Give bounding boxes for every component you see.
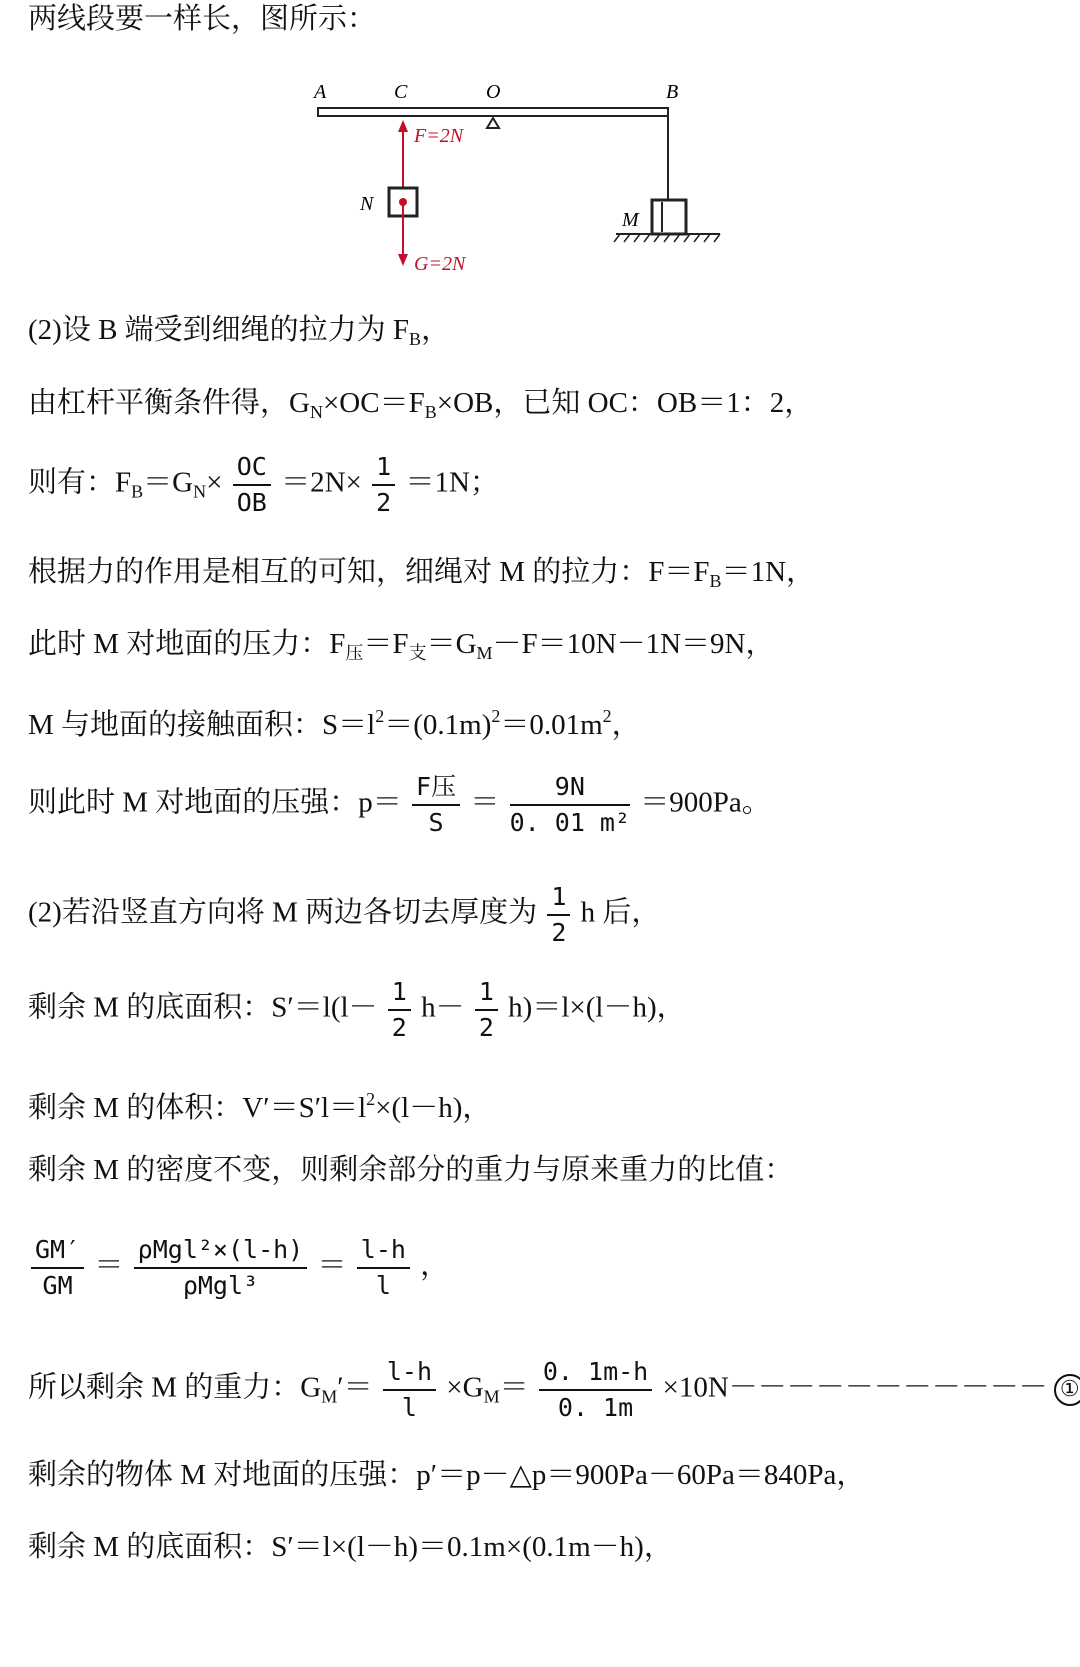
text-line: 由杠杆平衡条件得，$G_N\times OC=F_B\times OB$，已知 OC：OB＝1：2，	[28, 387, 814, 422]
text-line: 此时 M 对地面的压力：$F_压=F_支=G_M-F=10N-1N=9N$，	[28, 628, 775, 663]
label-m: M	[622, 209, 639, 231]
block-m	[652, 200, 686, 234]
text-line: (2)设 B 端受到细绳的拉力为 $F_B$，	[28, 314, 451, 349]
equation-line: 所以剩余 M 的重力：$G_M'=$ $\frac{l-h}{l}$ $\times G_M=$ $\frac{0. 1m-h}{0. 1m}$ ×10N－－－－－－－－－－－ ①	[28, 1355, 1080, 1425]
text-line: 剩余的物体 M 对地面的压强：p′＝p－△p＝900Pa－60Pa＝840Pa，	[28, 1459, 866, 1491]
fraction: $\frac{9N}{\text{0. 01 m²}}$	[509, 772, 631, 837]
label-c: C	[394, 81, 408, 103]
label-n: N	[360, 193, 374, 215]
fraction: $\frac{1}{2}$	[547, 880, 570, 950]
text-line: M 与地面的接触面积：$S=l^2=(0.1m)^2=0.01m^2$，	[28, 706, 641, 741]
label-b: B	[666, 81, 679, 103]
fraction: $\frac{OC}{OB}$	[233, 450, 271, 520]
fraction: $\frac{\text{F压}}{S}$	[412, 770, 460, 840]
text-line: 剩余 M 的体积：$V'=S'l=l^2\times(l-h)$，	[28, 1089, 492, 1124]
equation-line: (2)若沿竖直方向将 M 两边各切去厚度为 $\frac{1}{2}$ h 后，	[28, 880, 660, 950]
fraction: $\frac{l-h}{l}$	[357, 1233, 410, 1303]
label-o: O	[486, 81, 501, 103]
fraction: $\frac{1}{2}$	[388, 975, 411, 1045]
fraction: $\frac{1}{2}$	[475, 975, 498, 1045]
fraction: $\frac{l-h}{l}$	[383, 1355, 436, 1425]
fraction: $\frac{GM'}{GM}$	[31, 1233, 84, 1303]
equation-line: 剩余 M 的底面积：S′＝l(l－ $\frac{1}{2}$ h－ $\frac{1}{2}$ h)＝l×(l－h)，	[28, 975, 686, 1045]
fraction: $\frac{1}{2}$	[372, 450, 395, 520]
label-f: F=2N	[414, 125, 464, 147]
text-line: 剩余 M 的密度不变，则剩余部分的重力与原来重力的比值：	[28, 1154, 794, 1186]
label-a: A	[314, 81, 327, 103]
fraction: $\frac{0. 1m-h}{0. 1m}$	[539, 1355, 652, 1425]
fulcrum	[487, 118, 499, 128]
equation-line: $\frac{GM'}{GM}$ ＝ $\frac{\text{ρMgl²×(l-h)}}{\text{ρMgl³}}$ ＝ $\frac{l-h}{l}$ ，	[28, 1233, 449, 1303]
label-g: G=2N	[414, 253, 466, 275]
text-line: 两线段要一样长，图所示：	[28, 3, 377, 35]
text-line: 剩余 M 的底面积：S′＝l×(l－h)＝0.1m×(0.1m－h)，	[28, 1531, 673, 1563]
equation-line: 则有：$F_B=G_N\times$ $\frac{OC}{OB}$ ＝2N× $\frac{1}{2}$ ＝1N；	[28, 450, 499, 520]
text-line: 根据力的作用是相互的可知，细绳对 M 的拉力：$F=F_B=1N$，	[28, 556, 816, 591]
fraction: $\frac{\text{ρMgl²×(l-h)}}{\text{ρMgl³}}$	[134, 1233, 308, 1303]
lever-diagram	[300, 70, 740, 290]
circled-number: ①	[1054, 1374, 1080, 1406]
equation-line: 则此时 M 对地面的压强：p＝ $\frac{\text{F压}}{S}$ ＝ $\frac{9N}{\text{0. 01 m²}}$ ＝900Pa。	[28, 770, 771, 840]
